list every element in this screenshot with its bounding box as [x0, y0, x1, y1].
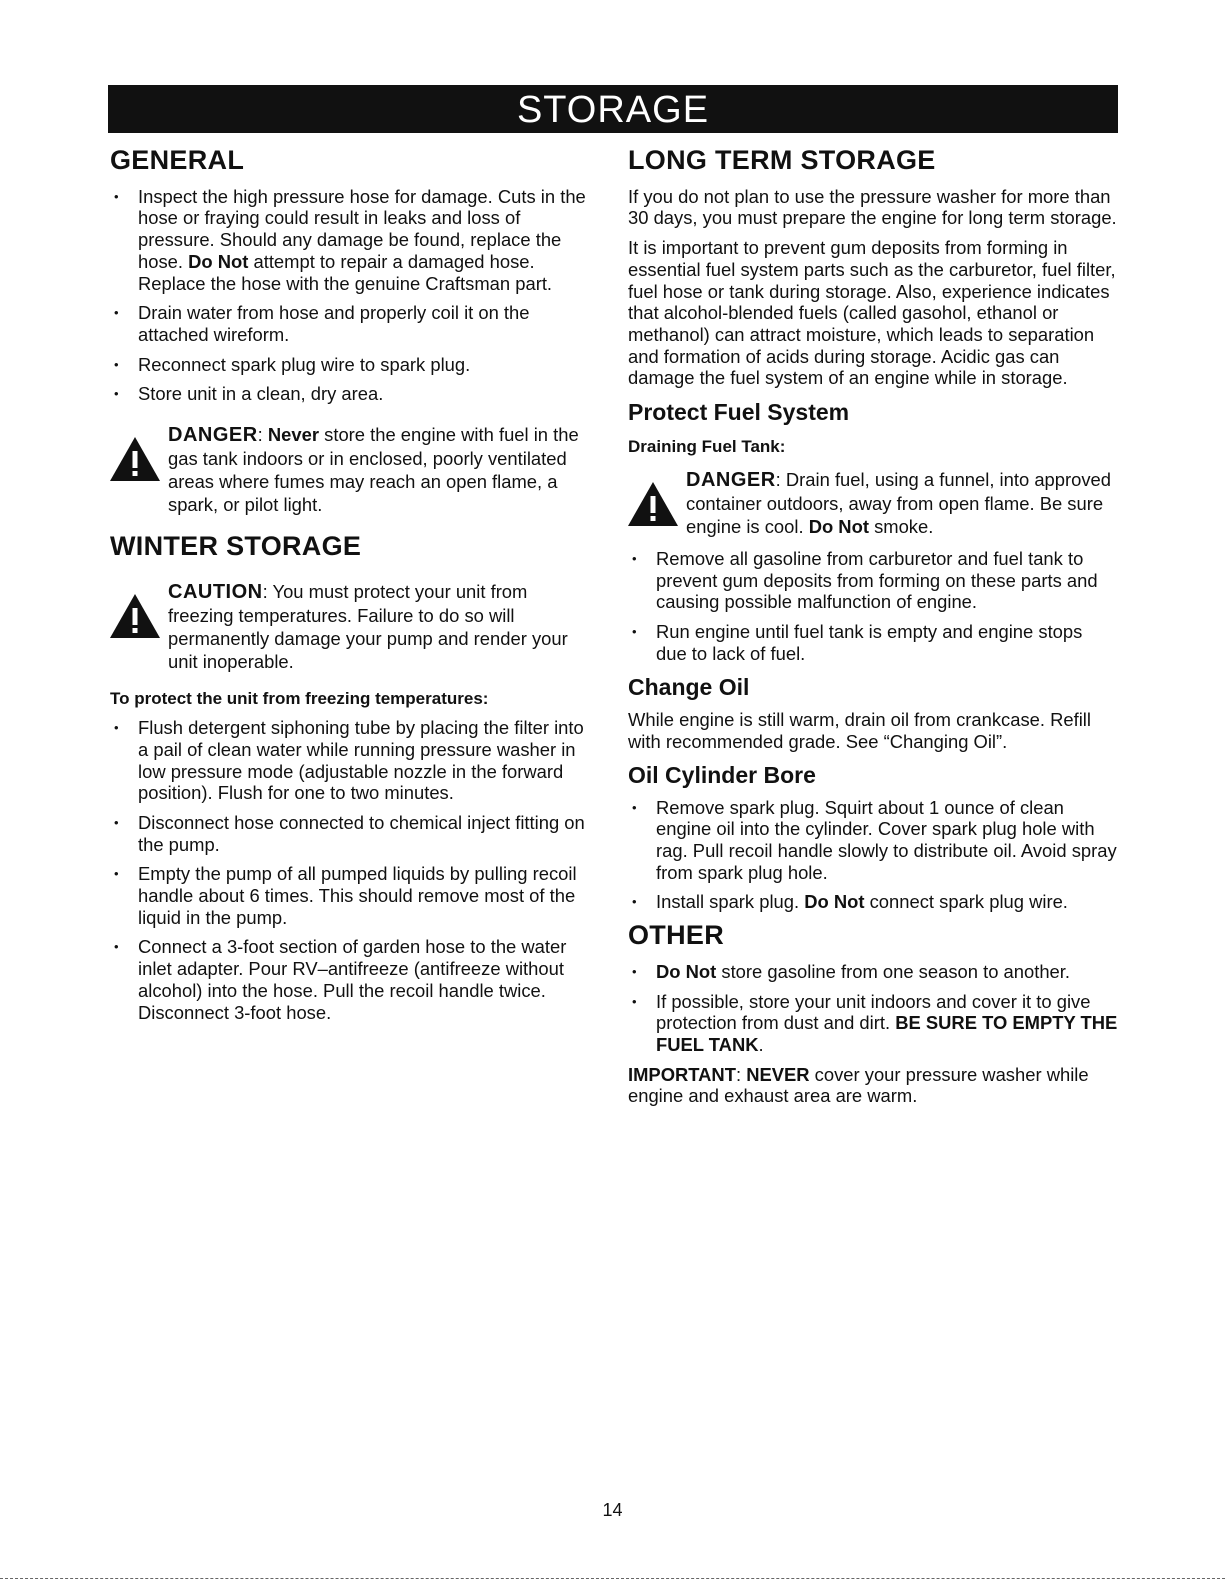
- draining-subheading: Draining Fuel Tank:: [628, 437, 786, 457]
- danger-text: store the engine with fuel in the gas tank indoors or in enclosed, poorly ventilated areas where fumes may reach an open flame, a spark, or pilot light.: [168, 424, 579, 516]
- change-oil-heading: Change Oil: [628, 674, 750, 701]
- general-list: [110, 186, 595, 405]
- emphasis-be-sure: BE SURE TO EMPTY THE FUEL TANK: [656, 1012, 1118, 1055]
- important-note: [628, 1064, 1118, 1107]
- list-item: • Empty the pump of all pumped liquids by pulling recoil handle about 6 times. This should remove most of the liquid in the pump.: [110, 863, 595, 928]
- list-item-text: attempt to repair a damaged hose. Replace the hose with the genuine Craftsman part.: [138, 250, 553, 294]
- list-item: [110, 186, 595, 295]
- list-item: • Disconnect hose connected to chemical inject fitting on the pump.: [110, 812, 595, 855]
- winter-list: [110, 717, 595, 1023]
- list-item: • Drain water from hose and properly coil it on the attached wireform.: [110, 302, 595, 345]
- emphasis-do-not: Do Not: [808, 515, 869, 537]
- cylinder-list: [628, 797, 1118, 914]
- warning-triangle-icon: [626, 480, 680, 528]
- list-item-text: connect spark plug wire.: [864, 891, 1068, 913]
- important-colon: :: [735, 1063, 747, 1085]
- emphasis-do-not: Do Not: [188, 250, 249, 272]
- warning-triangle-icon: [108, 435, 162, 483]
- emphasis-never: Never: [267, 424, 320, 446]
- list-item: [628, 891, 1118, 913]
- list-item-text: If possible, store your unit indoors and cover it to give protection from dust and dirt.: [656, 990, 1091, 1034]
- long-term-paragraph: If you do not plan to use the pressure washer for more than 30 days, you must prepare the engine for long term storage.: [628, 185, 1117, 229]
- list-item: • Reconnect spark plug wire to spark plug.: [110, 354, 595, 376]
- list-item-text: Inspect the high pressure hose for damage. Cuts in the hose or fraying could result in leaks and loss of pressure. Should any damage be found, replace the hose.: [138, 185, 586, 272]
- danger-notice: [628, 468, 1118, 538]
- list-item: • Connect a 3-foot section of garden hose to the water inlet adapter. Pour RV–antifreeze (antifreeze without alcohol) into the hose. Pull the recoil handle twice. Disconnect 3-foot hose.: [110, 936, 595, 1023]
- emphasis-do-not: Do Not: [656, 960, 717, 982]
- caution-text: : You must protect your unit from freezing temperatures. Failure to do so will permanently damage your pump and render your unit inoperable.: [168, 580, 568, 672]
- caution-notice: [110, 580, 595, 673]
- long-term-heading: LONG TERM STORAGE: [628, 145, 936, 175]
- page-number: 14: [602, 1500, 623, 1520]
- list-item-text: Install spark plug.: [656, 891, 805, 913]
- other-heading: OTHER: [628, 920, 724, 951]
- list-item: • Run engine until fuel tank is empty and engine stops due to lack of fuel.: [628, 621, 1118, 664]
- left-column: [110, 146, 595, 1031]
- change-oil-text: While engine is still warm, drain oil from crankcase. Refill with recommended grade. See “Changing Oil”.: [628, 708, 1091, 752]
- caution-label: CAUTION: [168, 580, 263, 603]
- winter-subheading: To protect the unit from freezing temperatures:: [110, 688, 489, 708]
- long-term-paragraph: It is important to prevent gum deposits from forming in essential fuel system parts such as the carburetor, fuel filter, fuel hose or tank during storage. Also, experience indicates that alcohol-blended fuels (called gasohol, ethanol or methanol) can attract moisture, which leads to separation and formation of acids during storage. Acidic gas can damage the fuel system of an engine while in storage.: [628, 237, 1116, 389]
- list-item-text: store gasoline from one season to another.: [716, 960, 1070, 982]
- danger-colon: :: [257, 424, 268, 446]
- general-heading: GENERAL: [110, 145, 245, 175]
- footer-rule: [0, 1578, 1225, 1579]
- other-list: [628, 961, 1118, 1056]
- danger-text: : Drain fuel, using a funnel, into approved container outdoors, away from open flame. Be sure engine is cool.: [686, 468, 1112, 537]
- important-label: IMPORTANT: [628, 1063, 736, 1085]
- cylinder-heading: Oil Cylinder Bore: [628, 762, 816, 789]
- list-item: • Remove spark plug. Squirt about 1 ounce of clean engine oil into the cylinder. Cover spark plug hole with rag. Pull recoil handle slowly to distribute oil. Avoid spray from spark plug hole.: [628, 797, 1118, 884]
- emphasis-never: NEVER: [746, 1063, 810, 1085]
- list-item: • Flush detergent siphoning tube by placing the filter into a pail of clean water while running pressure washer in low pressure mode (adjustable nozzle in the forward position). Flush for one to two minutes.: [110, 717, 595, 804]
- list-item: • Store unit in a clean, dry area.: [110, 383, 595, 405]
- danger-notice: [110, 423, 595, 516]
- list-item: [628, 991, 1118, 1056]
- important-text: cover your pressure washer while engine and exhaust area are warm.: [628, 1063, 1089, 1107]
- emphasis-do-not: Do Not: [804, 891, 865, 913]
- winter-heading: WINTER STORAGE: [110, 531, 362, 562]
- list-item: • Remove all gasoline from carburetor and fuel tank to prevent gum deposits from forming on these parts and causing possible malfunction of engine.: [628, 548, 1118, 613]
- protect-list: [628, 548, 1118, 665]
- danger-text-end: smoke.: [868, 515, 934, 537]
- warning-triangle-icon: [108, 592, 162, 640]
- list-item-text: .: [758, 1033, 764, 1055]
- right-column: [628, 146, 1118, 1115]
- page-banner: STORAGE: [108, 85, 1118, 133]
- danger-label: DANGER: [168, 424, 258, 447]
- danger-label: DANGER: [686, 468, 776, 491]
- protect-heading: Protect Fuel System: [628, 399, 850, 426]
- list-item: [628, 961, 1118, 983]
